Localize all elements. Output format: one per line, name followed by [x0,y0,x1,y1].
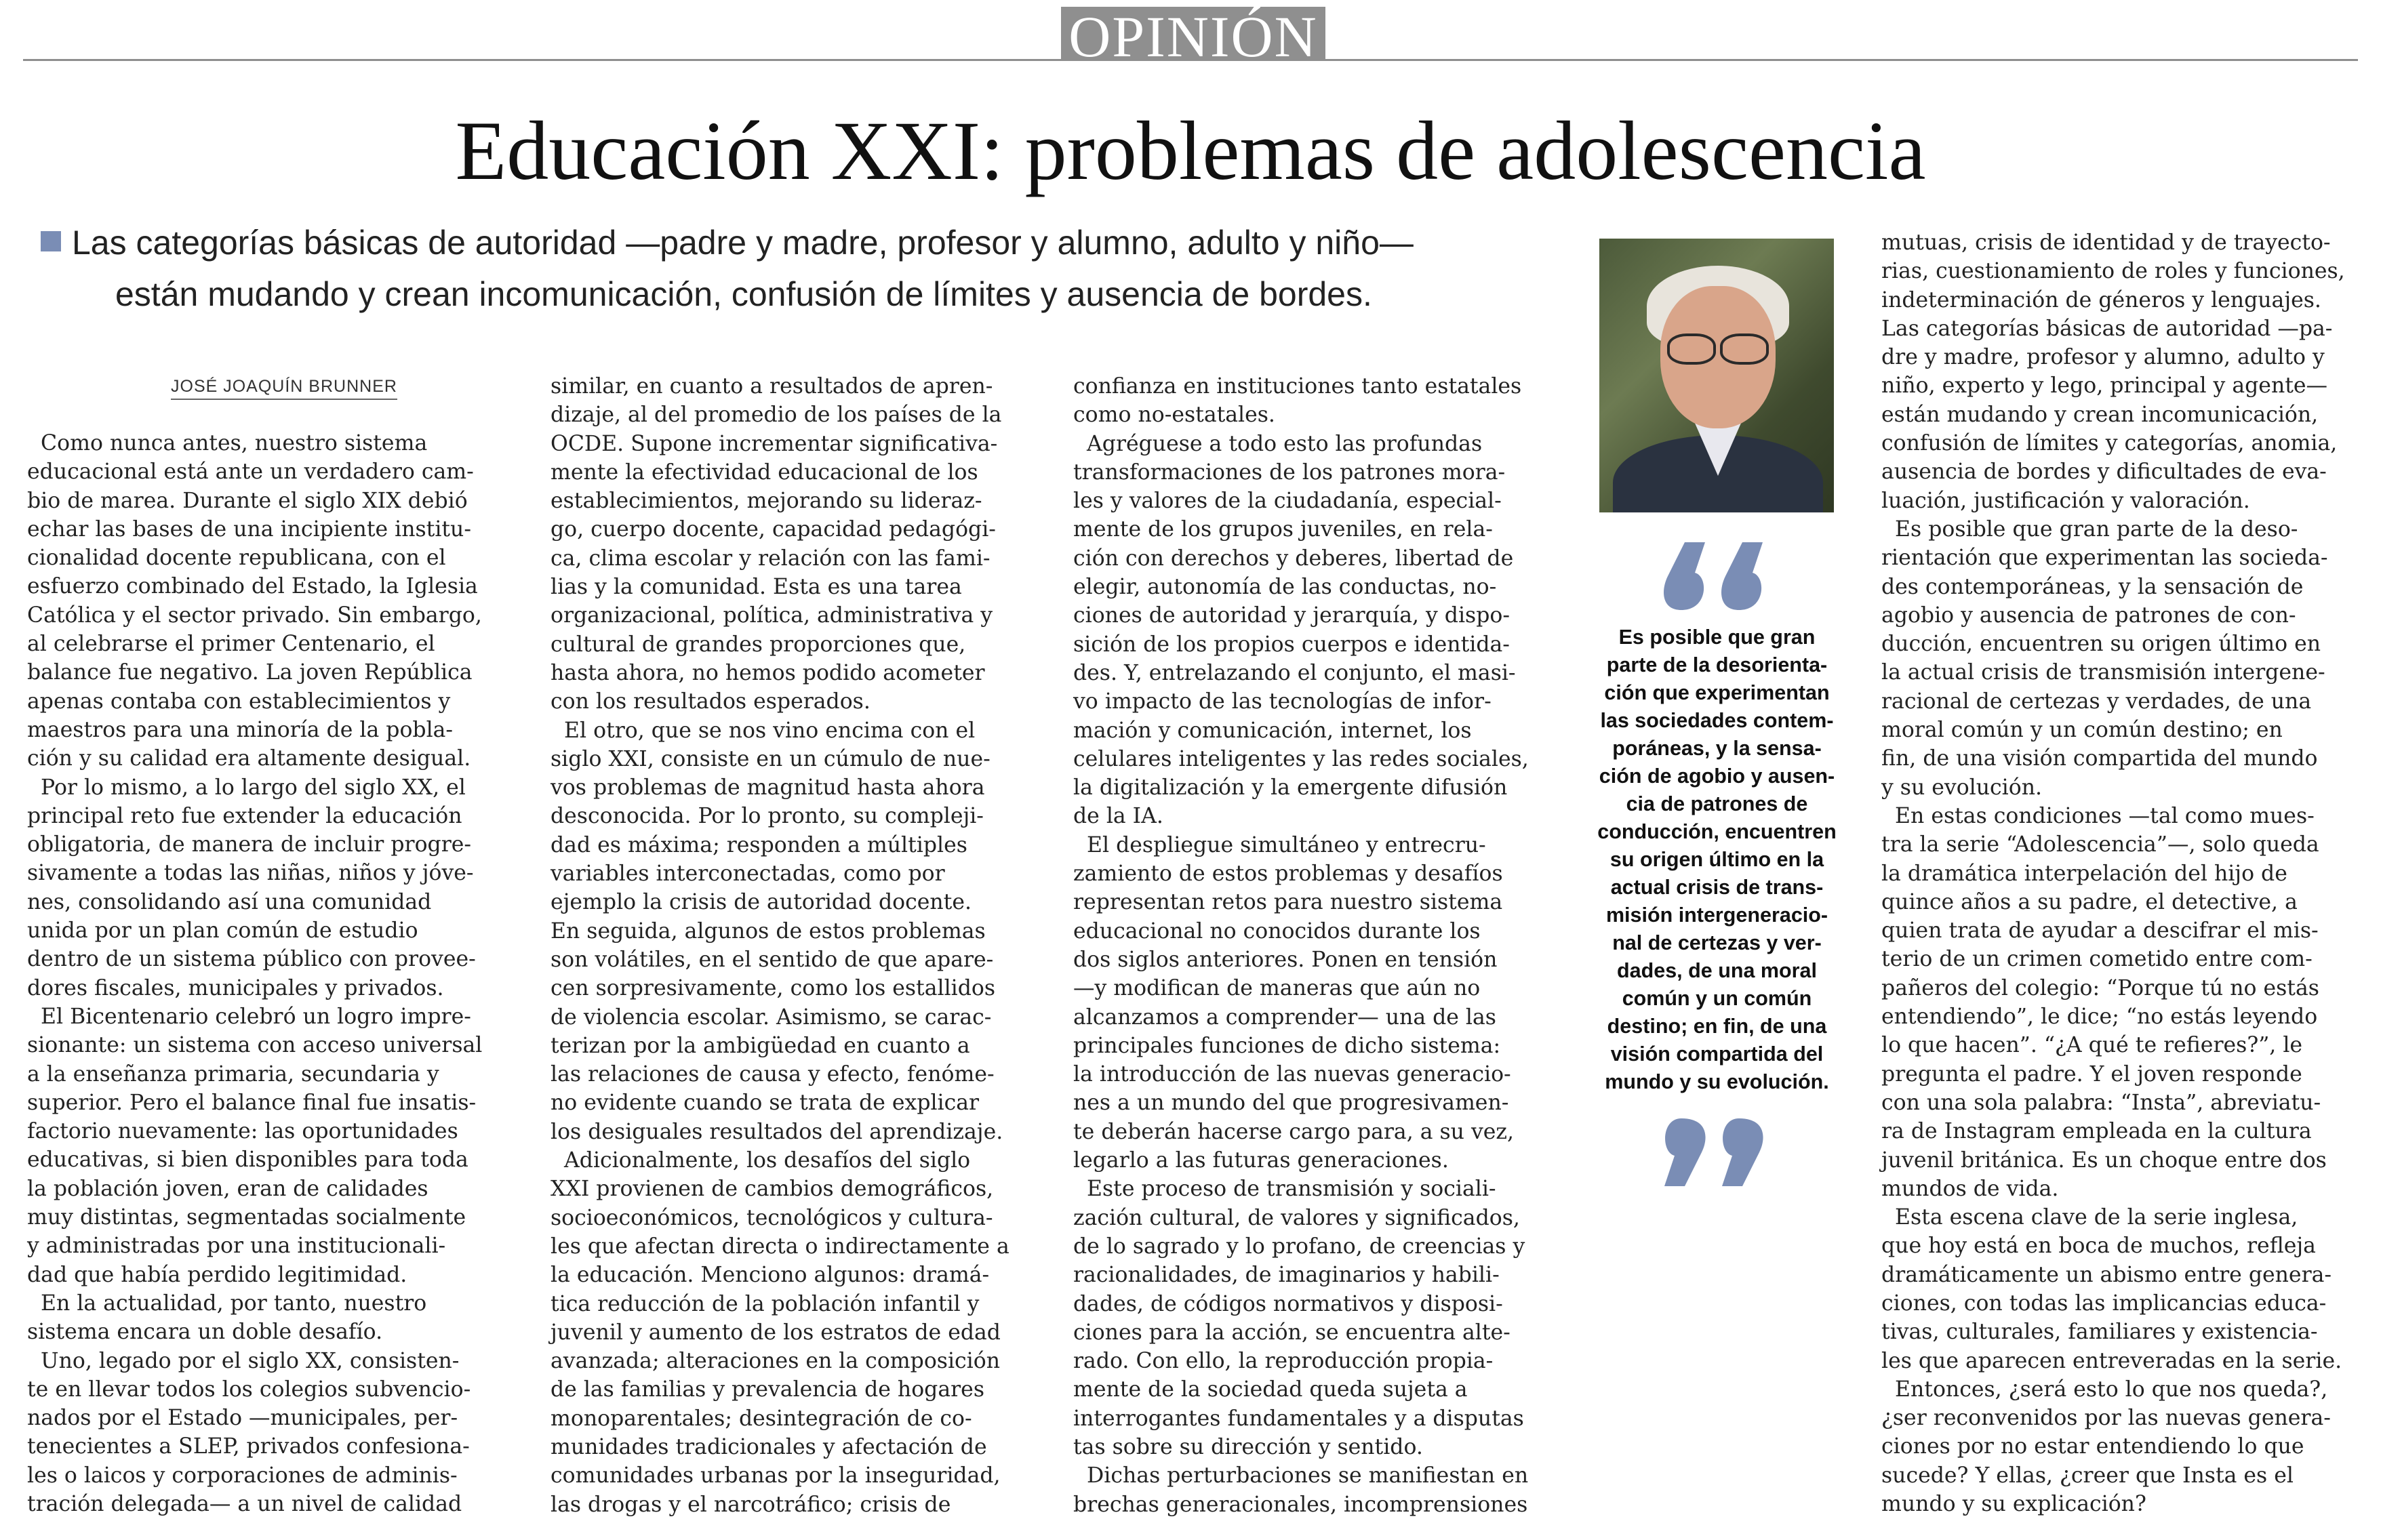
article-column-4 [1881,228,2369,1518]
text-line: la educación. Menciono algunos: dramá- [551,1263,990,1288]
text-line: quince años a su padre, el detective, a [1881,889,2298,914]
photo-glasses [1667,333,1769,361]
text-line: go, cuerpo docente, capacidad pedagógi- [551,517,996,542]
text-line: al celebrarse el primer Centenario, el [27,632,435,657]
section-label [1061,4,1325,69]
text-line: la actual crisis de transmisión intergene- [1881,660,2325,685]
text-line: quien trata de ayudar a descifrar el mis- [1881,918,2319,944]
text-line: XXI provienen de cambios demográficos, [551,1177,994,1202]
text-line: y administradas por una institucionali- [27,1234,446,1259]
text-line: ciones, con todas las implicancias educa- [1881,1291,2327,1316]
text-line: les o laicos y corporaciones de adminis- [27,1463,458,1488]
deck-line-2: están mudando y crean incomunicación, confusión de límites y ausencia de bordes. [115,275,1372,313]
text-line: interrogantes fundamentales y a disputas [1073,1406,1524,1431]
text-line: des. Y, entrelazando el conjunto, el masi- [1073,660,1516,685]
text-line: Agréguese a todo esto las profundas [1073,431,1483,456]
text-line: tica reducción de la población infantil y [551,1291,980,1316]
text-line: des contemporáneas, y la sensación de [1881,574,2304,599]
text-line: Dichas perturbaciones se manifiestan en [1073,1463,1529,1488]
text-line: rado. Con ello, la reproducción propia- [1073,1349,1494,1374]
text-line: socioeconómicos, tecnológicos y cultura- [551,1205,993,1230]
text-line: tenecientes a SLEP, privados confesiona- [27,1434,470,1459]
text-line: dentro de un sistema público con provee- [27,947,476,972]
text-line: cultural de grandes proporciones que, [551,632,966,657]
text-line: dizaje, al del promedio de los países de la [551,403,1002,428]
text-line: niño, experto y lego, principal y agente— [1881,373,2328,399]
text-line: terio de un crimen cometido entre com- [1881,947,2313,972]
text-line: la introducción de las nuevas generacio- [1073,1062,1511,1087]
text-line: nes, consolidando así una comunidad [27,889,432,914]
pull-quote-line: Es posible que gran [1618,626,1816,649]
text-line: El Bicentenario celebró un logro impre- [27,1004,471,1029]
deck [41,217,1566,320]
text-line: están mudando y crean incomunicación, [1881,402,2319,427]
text-line: ciones de autoridad y jerarquía, y dispo- [1073,603,1510,628]
text-line: sistema encara un doble desafío. [27,1320,383,1345]
text-line: principal reto fue extender la educación [27,803,462,828]
text-line: cionalidad docente republicana, con el [27,546,446,571]
text-line: juvenil británica. Es un choque entre dos [1881,1148,2327,1173]
text-line: dad es máxima; responden a múltiples [551,832,967,857]
text-line: vos problemas de magnitud hasta ahora [551,775,985,801]
text-line: las drogas y el narcotráfico; crisis de [551,1492,951,1517]
text-line: similar, en cuanto a resultados de apren- [551,374,993,399]
text-line: tración delegada— a un nivel de calidad [27,1491,462,1516]
text-line: siglo XXI, consiste en un cúmulo de nue- [551,746,991,771]
text-line: lo que hacen”. “¿A qué te refieres?”, le [1881,1033,2303,1058]
text-line: ejemplo la crisis de autoridad docente. [551,890,972,915]
text-line: confusión de límites y categorías, anomia, [1881,431,2338,456]
text-line: sionante: un sistema con acceso universal [27,1033,483,1058]
text-line: ción y su calidad era altamente desigual. [27,746,471,771]
pull-quote-line: su origen último en la [1609,848,1824,871]
text-line: mundo y su explicación? [1881,1492,2146,1517]
text-line: El despliegue simultáneo y entrecru- [1073,832,1486,857]
text-line: a la enseñanza primaria, secundaria y [27,1061,439,1087]
text-line: Las categorías básicas de autoridad —pa- [1881,316,2333,341]
text-line: cen sorpresivamente, como los estallidos [551,976,996,1001]
pull-quote [1590,624,1844,1096]
text-line: sucede? Y ellas, ¿creer que Insta es el [1881,1463,2294,1488]
author-photo [1599,239,1834,512]
text-line: dramáticamente un abismo entre genera- [1881,1262,2332,1287]
text-line: educacional no conocidos durante los [1073,918,1481,944]
text-line: agobio y ausencia de patrones de con- [1881,603,2296,628]
text-line: les que aparecen entreveradas en la serie. [1881,1348,2342,1373]
text-line: dades, de códigos normativos y disposi- [1073,1291,1503,1316]
text-line: te deberán hacerse cargo para, a su vez, [1073,1119,1515,1144]
text-line: mación y comunicación, internet, los [1073,718,1472,743]
text-line: rientación que experimentan las socieda- [1881,546,2328,571]
text-line: En la actualidad, por tanto, nuestro [27,1291,427,1316]
text-line: monoparentales; desintegración de co- [551,1406,972,1431]
text-line: Entonces, ¿será esto lo que nos queda?, [1881,1377,2328,1402]
text-line: pregunta el padre. Y el joven responde [1881,1061,2302,1087]
text-line: maestros para una minoría de la pobla- [27,717,454,742]
text-line: Adicionalmente, los desafíos del siglo [551,1148,971,1173]
pull-quote-line: cia de patrones de [1626,792,1808,815]
text-line: lias y la comunidad. Esta es una tarea [551,575,962,600]
article-column-1 [27,429,508,1518]
text-line: apenas contaba con establecimientos y [27,689,451,714]
text-line: zamiento de estos problemas y desafíos [1073,862,1503,887]
text-line: dre y madre, profesor y alumno, adulto y [1881,345,2325,370]
text-line: sición de los propios cuerpos e identida- [1073,632,1510,657]
text-line: tivas, culturales, familiares y existencia- [1881,1320,2318,1345]
text-line: tra la serie “Adolescencia”—, solo queda [1881,832,2319,857]
text-line: les que afectan directa o indirectamente a [551,1234,1009,1259]
text-line: alcanzamos a comprender— una de las [1073,1005,1496,1030]
text-line: balance fue negativo. La joven República [27,660,473,685]
text-line: son volátiles, en el sentido de que apare- [551,947,994,972]
text-line: En seguida, algunos de estos problemas [551,918,986,944]
text-line: confianza en instituciones tanto estatales [1073,374,1522,399]
text-line: unida por un plan común de estudio [27,918,418,944]
text-line: brechas generacionales, incomprensiones [1073,1492,1528,1517]
text-line: vo impacto de las tecnologías de infor- [1073,689,1492,714]
headline: Educación XXI: problemas de adolescencia [455,104,1926,197]
text-line: nados por el Estado —municipales, per- [27,1406,458,1431]
text-line: de violencia escolar. Asimismo, se carac- [551,1005,992,1030]
text-line: Esta escena clave de la serie inglesa, [1881,1205,2298,1230]
text-line: la digitalización y la emergente difusión [1073,775,1508,801]
text-line: superior. Pero el balance final fue insatis- [27,1090,477,1115]
text-line: celulares inteligentes y las redes sociales, [1073,746,1529,771]
text-line: con una sola palabra: “Insta”, abreviatu- [1881,1090,2321,1115]
text-line: de la IA. [1073,804,1163,829]
article-column-2 [551,372,1039,1519]
pull-quote-line: poráneas, y la sensa- [1612,737,1822,760]
text-line: factorio nuevamente: las oportunidades [27,1119,458,1144]
text-line: de lo sagrado y lo profano, de creencias y [1073,1234,1525,1259]
text-line: organizacional, política, administrativa y [551,603,993,628]
text-line: elegir, autonomía de las conductas, no- [1073,575,1497,600]
text-line: bio de marea. Durante el siglo XIX debió [27,488,468,513]
text-line: establecimientos, mejorando su lideraz- [551,489,982,514]
text-line: la dramática interpelación del hijo de [1881,861,2287,886]
text-line: Católica y el sector privado. Sin embargo, [27,603,482,628]
text-line: moral común y un común destino; en [1881,718,2283,743]
deck-line-1: Las categorías básicas de autoridad —padre y madre, profesor y alumno, adulto y niño— [72,224,1414,262]
text-line: zación cultural, de valores y significados, [1073,1205,1520,1230]
article-column-3 [1073,372,1561,1519]
text-line: con los resultados esperados. [551,689,871,714]
text-line: luación, justificación y valoración. [1881,488,2250,513]
text-line: ciones por no estar entendiendo lo que [1881,1434,2304,1459]
text-line: desconocida. Por lo pronto, su compleji- [551,804,984,829]
pull-quote-line: ción de agobio y ausen- [1599,765,1835,788]
byline: JOSÉ JOAQUÍN BRUNNER [171,377,397,400]
text-line: mundos de vida. [1881,1176,2059,1201]
text-line: transformaciones de los patrones mora- [1073,460,1506,485]
text-line: En estas condiciones —tal como mues- [1881,803,2315,828]
text-line: legarlo a las futuras generaciones. [1073,1148,1449,1173]
text-line: rias, cuestionamiento de roles y funciones, [1881,259,2345,284]
text-line: educativas, si bien disponibles para toda [27,1148,468,1173]
pull-quote-line: destino; en fin, de una [1607,1015,1827,1038]
pull-quote-line: conducción, encuentren [1597,820,1837,843]
pull-quote-line: visión compartida del [1610,1042,1824,1066]
pull-quote-line: parte de la desorienta- [1606,653,1828,676]
text-line: ción con derechos y deberes, libertad de [1073,546,1514,571]
text-line: educacional está ante un verdadero cam- [27,460,474,485]
text-line: fin, de una visión compartida del mundo [1881,746,2318,771]
text-line: dores fiscales, municipales y privados. [27,975,444,1000]
bullet-square-icon [41,231,61,251]
text-line: nes a un mundo del que progresivamen- [1073,1091,1509,1116]
text-line: ausencia de bordes y dificultades de eva- [1881,460,2327,485]
text-line: avanzada; alteraciones en la composición [551,1349,1000,1374]
text-line: principales funciones de dicho sistema: [1073,1033,1501,1058]
text-line: —y modifican de maneras que aún no [1073,976,1481,1001]
text-line: obligatoria, de manera de incluir progre- [27,832,472,857]
pull-quote-line: las sociedades contem- [1600,709,1834,732]
text-line: Este proceso de transmisión y sociali- [1073,1177,1496,1202]
text-line: los desiguales resultados del aprendizaje. [551,1119,1003,1144]
pull-quote-line: actual crisis de trans- [1610,876,1824,899]
text-line: esfuerzo combinado del Estado, la Iglesia [27,574,478,599]
text-line: ciones para la acción, se encuentra alte- [1073,1320,1510,1345]
text-line: representan retos para nuestro sistema [1073,890,1503,915]
text-line: no evidente cuando se trata de explicar [551,1091,980,1116]
text-line: entendiendo”, le dice; “no estás leyendo [1881,1005,2318,1030]
text-line: juvenil y aumento de los estratos de edad [551,1320,1001,1345]
pull-quote-line: común y un común [1622,987,1812,1010]
text-line: mente la efectividad educacional de los [551,460,978,485]
text-line: variables interconectadas, como por [551,862,945,887]
close-quote-icon [1654,1112,1790,1193]
text-line: de las familias y prevalencia de hogares [551,1377,984,1402]
text-line: echar las bases de una incipiente institu- [27,516,471,542]
text-line: OCDE. Supone incrementar significativa- [551,431,998,456]
text-line: hasta ahora, no hemos podido acometer [551,660,985,685]
text-line: que hoy está en boca de muchos, refleja [1881,1234,2316,1259]
text-line: la población joven, eran de calidades [27,1176,428,1201]
text-line: Como nunca antes, nuestro sistema [27,431,428,455]
pull-quote-line: ción que experimentan [1604,681,1830,704]
pull-quote-line: nal de certezas y ver- [1612,931,1822,954]
pull-quote-line: dades, de una moral [1617,959,1817,982]
text-line: terizan por la ambigüedad en cuanto a [551,1033,970,1058]
text-line: mente de la sociedad queda sujeta a [1073,1377,1468,1402]
text-line: ra de Instagram empleada en la cultura [1881,1119,2312,1144]
text-line: mente de los grupos juveniles, en rela- [1073,517,1493,542]
text-line: sivamente a todas las niñas, niños y jóve- [27,861,474,886]
text-line: les y valores de la ciudadanía, especial- [1073,489,1502,514]
text-line: pañeros del colegio: “Porque tú no estás [1881,975,2319,1000]
pull-quote-line: misión intergeneracio- [1605,904,1828,927]
pull-quote-line: mundo y su evolución. [1605,1070,1829,1093]
text-line: muy distintas, segmentadas socialmente [27,1205,466,1230]
text-line: munidades tradicionales y afectación de [551,1434,987,1459]
section-label-text: OPINIÓN [1068,4,1318,69]
open-quote-icon [1654,535,1790,617]
text-line: Es posible que gran parte de la deso- [1881,516,2298,542]
text-line: ducción, encuentren su origen último en [1881,632,2321,657]
text-line: racional de certezas y verdades, de una [1881,689,2312,714]
text-line: comunidades urbanas por la inseguridad, [551,1463,1001,1488]
text-line: Por lo mismo, a lo largo del siglo XX, el [27,775,466,800]
text-line: las relaciones de causa y efecto, fenóme- [551,1062,995,1087]
text-line: dos siglos anteriores. Ponen en tensión [1073,947,1498,972]
text-line: racionalidades, de imaginarios y habili- [1073,1263,1500,1288]
text-line: ca, clima escolar y relación con las fami- [551,546,991,571]
text-line: mutuas, crisis de identidad y de trayecto- [1881,230,2331,255]
text-line: y su evolución. [1881,775,2043,800]
text-line: tas sobre su dirección y sentido. [1073,1434,1423,1459]
text-line: ¿ser reconvenidos por las nuevas genera- [1881,1406,2331,1431]
text-line: Uno, legado por el siglo XX, consisten- [27,1348,460,1373]
text-line: como no-estatales. [1073,403,1275,428]
text-line: indeterminación de géneros y lenguajes. [1881,287,2321,312]
text-line: El otro, que se nos vino encima con el [551,718,976,743]
text-line: dad que había perdido legitimidad. [27,1262,407,1287]
text-line: te en llevar todos los colegios subvencio- [27,1377,471,1402]
